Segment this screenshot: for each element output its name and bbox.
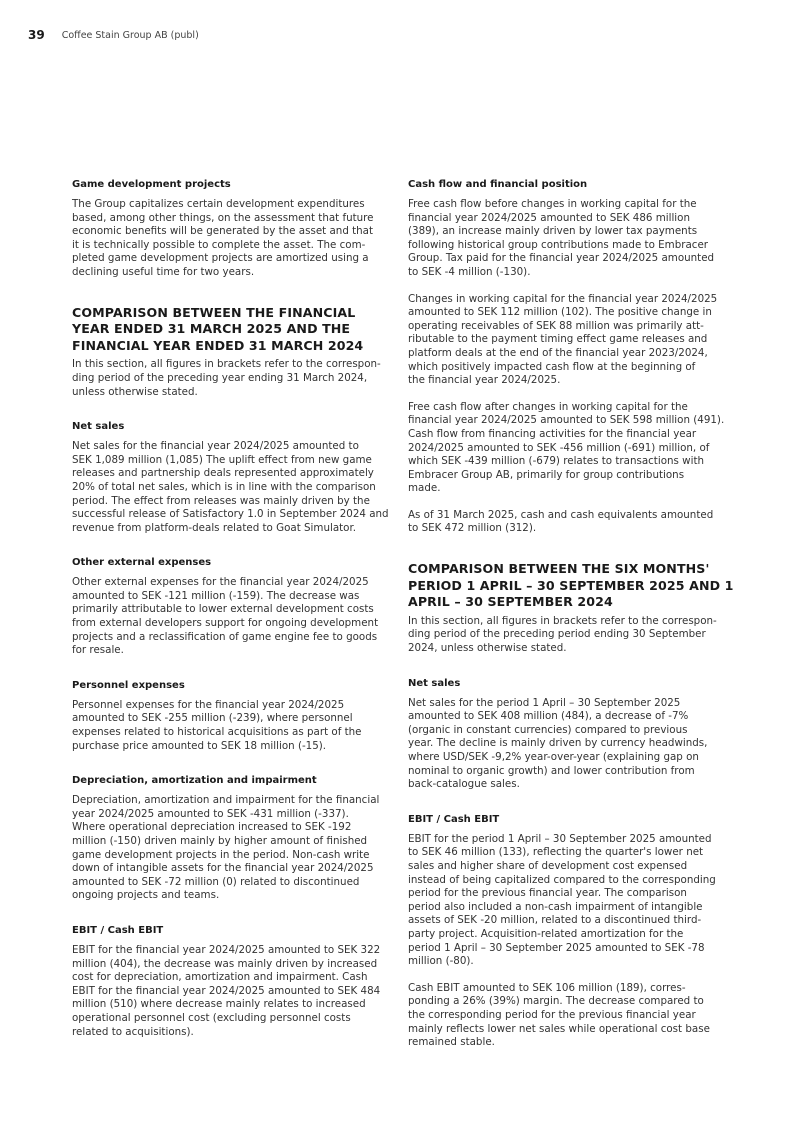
text-line: primarily attributable to lower external development costs: [72, 603, 374, 616]
text-line: Depreciation, amortization and impairment for the financial: [72, 794, 380, 807]
ebit-h1-p2: [408, 982, 730, 1050]
cash-flow-p3: [408, 401, 730, 496]
text-line: In this section, all figures in brackets refer to the correspon-: [408, 614, 717, 627]
text-line: revenue from platform-deals related to Goat Simulator.: [72, 521, 357, 534]
game-dev-text: [72, 198, 394, 280]
cash-flow-p2: [408, 293, 730, 388]
text-line: COMPARISON BETWEEN THE FINANCIAL: [72, 304, 356, 320]
text-line: year. The decline is mainly driven by currency headwinds,: [408, 737, 708, 750]
text-line: financial year 2024/2025 amounted to SEK 486 million: [408, 211, 690, 224]
comparison-six-months-title: [408, 561, 734, 611]
text-line: 20% of total net sales, which is in line with the comparison: [72, 480, 376, 493]
depreciation-heading: Depreciation, amortization and impairment: [72, 775, 317, 787]
ebit-heading-h1: EBIT / Cash EBIT: [408, 813, 500, 825]
text-line: million (-80).: [408, 955, 474, 968]
text-line: the corresponding period for the previous financial year: [408, 1008, 696, 1021]
depreciation-text: [72, 794, 394, 903]
text-line: period. The effect from releases was mainly driven by the: [72, 494, 370, 507]
text-line: where USD/SEK -9,2% year-over-year (explaining gap on: [408, 751, 699, 763]
text-line: amounted to SEK 112 million (102). The positive change in: [408, 306, 712, 319]
personnel-text: [72, 699, 394, 753]
text-line: Cash EBIT amounted to SEK 106 million (189), corres-: [408, 981, 686, 994]
cash-flow-p1: [408, 198, 730, 280]
text-line: remained stable.: [408, 1036, 495, 1049]
text-line: economic benefits will be generated by the asset and that: [72, 225, 374, 238]
text-line: party project. Acquisition-related amortization for the: [408, 927, 684, 940]
text-line: Free cash flow after changes in working capital for the: [408, 400, 688, 413]
text-line: Cash flow from financing activities for the financial year: [408, 427, 697, 440]
other-external-text: [72, 576, 394, 658]
right-column: [408, 178, 734, 1050]
page-header: [28, 27, 199, 43]
text-line: amounted to SEK -121 million (-159). The decrease was: [72, 589, 360, 602]
text-line: based, among other things, on the assessment that future: [72, 211, 374, 224]
comparison-fy-title: [72, 305, 394, 355]
text-line: amounted to SEK 408 million (484), a decrease of -7%: [408, 710, 689, 723]
text-line: unless otherwise stated.: [72, 385, 198, 398]
text-line: amounted to SEK -255 million (-239), where personnel: [72, 712, 353, 725]
text-line: sales and higher share of development cost expensed: [408, 859, 688, 872]
text-line: Embracer Group AB, primarily for group contributions: [408, 468, 685, 481]
text-line: Free cash flow before changes in working capital for the: [408, 198, 697, 210]
text-line: assets of SEK -20 million, related to a discontinued third-: [408, 914, 702, 927]
text-line: made.: [408, 482, 441, 495]
cash-flow-p4: [408, 509, 730, 536]
text-line: operational personnel cost (excluding personnel costs: [72, 1011, 351, 1024]
text-line: (organic in constant currencies) compared to previous: [408, 723, 688, 736]
game-dev-heading: Game development projects: [72, 179, 231, 190]
text-line: SEK 1,089 million (1,085) The uplift effect from new game: [72, 453, 372, 466]
text-line: ding period of the preceding year ending 31 March 2024,: [72, 371, 368, 384]
text-line: EBIT for the financial year 2024/2025 amounted to SEK 484: [72, 984, 381, 997]
text-line: period also included a non-cash impairment of intangible: [408, 900, 703, 913]
text-line: successful release of Satisfactory 1.0 in September 2024 and: [72, 508, 389, 521]
text-line: to SEK 46 million (133), reflecting the quarter's lower net: [408, 846, 704, 859]
text-line: to SEK 472 million (312).: [408, 522, 537, 535]
net-sales-text: [72, 440, 394, 535]
cash-flow-heading: Cash flow and financial position: [408, 179, 588, 190]
text-line: FINANCIAL YEAR ENDED 31 MARCH 2024: [72, 337, 364, 353]
page-number: 39: [28, 28, 45, 42]
net-sales-h1-text: [408, 697, 730, 792]
text-line: period for the previous financial year. The comparison: [408, 887, 687, 900]
left-column: [72, 178, 394, 1039]
text-line: EBIT for the period 1 April – 30 September 2025 amounted: [408, 832, 712, 845]
comparison-six-months-intro: [408, 615, 730, 656]
text-line: purchase price amounted to SEK 18 million (-15).: [72, 739, 327, 752]
text-line: COMPARISON BETWEEN THE SIX MONTHS': [408, 561, 710, 577]
net-sales-h1-heading: Net sales: [408, 677, 461, 689]
text-line: following historical group contributions made to Embracer: [408, 238, 709, 251]
personnel-heading: Personnel expenses: [72, 679, 185, 691]
text-line: As of 31 March 2025, cash and cash equivalents amounted: [408, 508, 714, 521]
text-line: instead of being capitalized compared to the corresponding: [408, 873, 716, 886]
text-line: platform deals at the end of the financial year 2023/2024,: [408, 346, 708, 359]
text-line: amounted to SEK -72 million (0) related to discontinued: [72, 875, 360, 888]
text-line: (389), an increase mainly driven by lower tax payments: [408, 225, 698, 238]
text-line: 2024, unless otherwise stated.: [408, 642, 567, 655]
text-line: Personnel expenses for the financial year 2024/2025: [72, 698, 345, 711]
text-line: Net sales for the period 1 April – 30 September 2025: [408, 696, 681, 709]
text-line: declining useful time for two years.: [72, 265, 255, 278]
ebit-text-fy: [72, 944, 394, 1039]
text-line: Net sales for the financial year 2024/2025 amounted to: [72, 440, 359, 453]
text-line: the financial year 2024/2025.: [408, 374, 561, 387]
text-line: game development projects in the period. Non-cash write: [72, 848, 370, 861]
text-line: nominal to organic growth) and lower contribution from: [408, 764, 695, 777]
text-line: for resale.: [72, 644, 124, 657]
text-line: which positively impacted cash flow at the beginning of: [408, 360, 696, 373]
text-line: which SEK -439 million (-679) relates to transactions with: [408, 455, 705, 468]
text-line: Where operational depreciation increased to SEK -192: [72, 821, 352, 834]
ebit-heading-fy: EBIT / Cash EBIT: [72, 924, 164, 936]
text-line: operating receivables of SEK 88 million was primarily att-: [408, 319, 704, 332]
text-line: ponding a 26% (39%) margin. The decrease compared to: [408, 995, 704, 1008]
text-line: In this section, all figures in brackets refer to the correspon-: [72, 358, 381, 371]
text-line: million (510) where decrease mainly relates to increased: [72, 998, 366, 1011]
comparison-fy-intro: [72, 358, 394, 399]
text-line: releases and partnership deals represented approximately: [72, 467, 374, 480]
text-line: expenses related to historical acquisitions as part of the: [72, 726, 362, 739]
text-line: Group. Tax paid for the financial year 2024/2025 amounted: [408, 252, 715, 265]
ebit-h1-p1: [408, 833, 730, 969]
text-line: mainly reflects lower net sales while operational cost base: [408, 1022, 710, 1035]
text-line: 2024/2025 amounted to SEK -456 million (-691) million, of: [408, 441, 710, 454]
text-line: down of intangible assets for the financial year 2024/2025: [72, 862, 374, 875]
company-name: Coffee Stain Group AB (publ): [61, 29, 199, 41]
text-line: cost for depreciation, amortization and impairment. Cash: [72, 971, 368, 984]
text-line: related to acquisitions).: [72, 1025, 194, 1038]
text-line: back-catalogue sales.: [408, 778, 520, 791]
text-line: to SEK -4 million (-130).: [408, 265, 531, 278]
text-line: from external developers support for ongoing development: [72, 617, 379, 630]
text-line: Other external expenses for the financial year 2024/2025: [72, 576, 369, 589]
text-line: EBIT for the financial year 2024/2025 amounted to SEK 322: [72, 943, 381, 956]
text-line: YEAR ENDED 31 MARCH 2025 AND THE: [72, 321, 351, 337]
text-line: pleted game development projects are amortized using a: [72, 252, 369, 265]
text-line: PERIOD 1 APRIL – 30 SEPTEMBER 2025 AND 1: [408, 577, 734, 593]
text-line: year 2024/2025 amounted to SEK -431 million (-337).: [72, 807, 349, 820]
text-line: million (-150) driven mainly by higher amount of finished: [72, 835, 368, 847]
text-line: ributable to the payment timing effect game releases and: [408, 333, 708, 346]
text-line: it is technically possible to complete the asset. The com-: [72, 238, 366, 251]
text-line: million (404), the decrease was mainly driven by increased: [72, 957, 378, 970]
text-line: APRIL – 30 SEPTEMBER 2024: [408, 594, 613, 610]
text-line: financial year 2024/2025 amounted to SEK 598 million (491).: [408, 414, 725, 427]
net-sales-heading: Net sales: [72, 421, 125, 433]
text-line: projects and a reclassification of game engine fee to goods: [72, 630, 378, 643]
text-line: Changes in working capital for the financial year 2024/2025: [408, 292, 718, 305]
text-line: ongoing projects and teams.: [72, 889, 220, 902]
text-line: ding period of the preceding period ending 30 September: [408, 628, 706, 641]
other-external-heading: Other external expenses: [72, 557, 212, 569]
text-line: period 1 April – 30 September 2025 amounted to SEK -78: [408, 941, 705, 954]
text-line: The Group capitalizes certain development expenditures: [72, 198, 365, 210]
